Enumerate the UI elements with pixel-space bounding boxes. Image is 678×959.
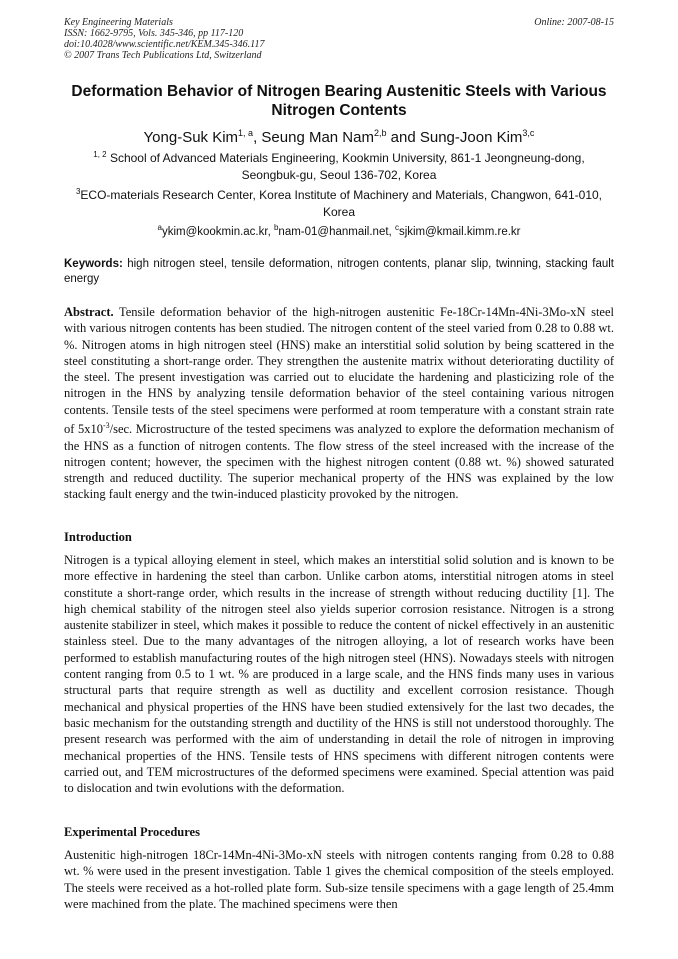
author-name: Yong-Suk Kim (143, 129, 239, 146)
journal-header (64, 17, 614, 61)
author-separator: , (253, 129, 262, 146)
journal-name: Key Engineering Materials (64, 17, 173, 28)
affiliation-1 (74, 146, 604, 184)
author-affiliation-marker: 1, a (238, 128, 254, 138)
experimental-paragraph: Austenitic high-nitrogen 18Cr-14Mn-4Ni-3Mo-xN steels with nitrogen contents ranging from 0.28 to 0.88 wt. % were used in the present investigation. Table 1 gives the chemical composition of the steels employed. The steels were received as a hot-rolled plate form. Sub-size tensile specimens with a gage length of 25.4mm were machined from the plate. The machined specimens were then (64, 848, 614, 911)
abstract-text: Tensile deformation behavior of the high-nitrogen austenitic Fe-18Cr-14Mn-4Ni-3Mo-xN steel with various nitrogen contents has been studied. The nitrogen content of the steel varied from 0.28 to 0.88 wt. %. Nitrogen atoms in high nitrogen steel (HNS) make an interstitial solid solution by being scattered in the steel constituting a short-range order. They strengthen the austenite matrix without deteriorating ductility of the steel. The present investigation was carried out to elucidate the hardening and plasticizing role of the nitrogen in the HNS by analyzing tensile deformation behavior of the steel containing various nitrogen contents. Tensile tests of the steel specimens were performed at room temperature with a constant strain rate of 5x10 (64, 305, 614, 437)
keywords-label: Keywords: (64, 258, 123, 270)
abstract-label: Abstract. (64, 305, 114, 319)
paper-title: Deformation Behavior of Nitrogen Bearing Austenitic Steels with Various Nitrogen Contents (71, 83, 607, 119)
journal-copyright: © 2007 Trans Tech Publications Ltd, Switzerland (64, 50, 262, 61)
journal-issn: ISSN: 1662-9795, Vols. 345-346, pp 117-120 (64, 28, 244, 39)
affiliation-text: ECO-materials Research Center, Korea Institute of Machinery and Materials, Changwon, 641-010, Korea (80, 188, 603, 219)
affiliation-2 (74, 183, 604, 221)
author-name: Seung Man Nam (261, 129, 374, 146)
journal-doi: doi:10.4028/www.scientific.net/KEM.345-346.117 (64, 39, 265, 50)
keywords-block (64, 257, 614, 287)
email-marker: b (273, 223, 279, 232)
author-name: Sung-Joon Kim (419, 129, 523, 146)
online-date: Online: 2007-08-15 (534, 17, 614, 28)
affiliation-marker: 3 (75, 187, 81, 196)
email-address: nam-01@hanmail.net, (278, 225, 395, 238)
abstract-block (64, 304, 614, 503)
keywords-text: high nitrogen steel, tensile deformation, nitrogen contents, planar slip, twinning, stacking fault energy (64, 258, 614, 285)
abstract-exponent: -3 (102, 421, 110, 431)
section-heading-introduction: Introduction (64, 530, 132, 544)
introduction-paragraph: Nitrogen is a typical alloying element in steel, which makes an interstitial solid solution and is known to be more effective in hardening the steel than carbon. Unlike carbon atoms, interstitial nitrogen atoms in steel constitute a short-range order, which results in the increase of strength without reducing ductility [1]. The high chemical stability of the nitrogen steel also yields superior corrosion resistance. Nitrogen is a strong austenite stabilizer in steel, which makes it possible to reduce the content of nickel effectively in an austenitic stainless steel. Due to the many advantages of the nitrogen alloying, a lot of research works have been performed to establish manufacturing routes of the high nitrogen steel (HNS). Nowadays steels with nitrogen content ranging from 0.5 to 1 wt. % are produced in a large scale, and the HNS finds many uses in various structural parts that require strength as well as ductility and excellent corrosion resistance. Though mechanical and physical properties of the HNS have been studied extensively for the last two decades, the basic mechanism for the outstanding strength and ductility of the HNS is still not understood thoroughly. The present research was performed with the aim of understanding in detail the role of nitrogen in improving mechanical properties of the HNS. Tensile tests of HNS specimens with different nitrogen contents were carried out, and TEM microstructures of the deformed specimens were examined. Special attention was paid to dislocation and twin evolutions with the deformation. (64, 553, 614, 796)
abstract-text: /sec. Microstructure of the tested specimens was analyzed to explore the deformation mechanism of the HNS as a function of nitrogen contents. The flow stress of the steel increased with the increase of the nitrogen content; however, the specimen with the highest nitrogen content (0.88 wt. %) showed saturated strength and reduced ductility. The superior mechanical property of the HNS was explained by the low stacking fault energy and the twin-induced plasticity provoked by the nitrogen. (64, 422, 614, 502)
affiliation-marker: 1, 2 (93, 150, 107, 159)
email-address: ykim@kookmin.ac.kr, (161, 225, 274, 238)
author-affiliation-marker: 3,c (522, 128, 535, 138)
author-list (64, 124, 614, 147)
email-address: sjkim@kmail.kimm.re.kr (398, 225, 521, 238)
author-separator: and (386, 129, 420, 146)
email-marker: c (394, 223, 399, 232)
affiliation-text: School of Advanced Materials Engineering, Kookmin University, 861-1 Jeongneung-dong, Seongbuk-gu, Seoul 136-702, Korea (106, 151, 585, 182)
section-heading-experimental: Experimental Procedures (64, 825, 200, 839)
author-emails (64, 220, 614, 240)
email-marker: a (157, 223, 162, 232)
author-affiliation-marker: 2,b (373, 128, 387, 138)
